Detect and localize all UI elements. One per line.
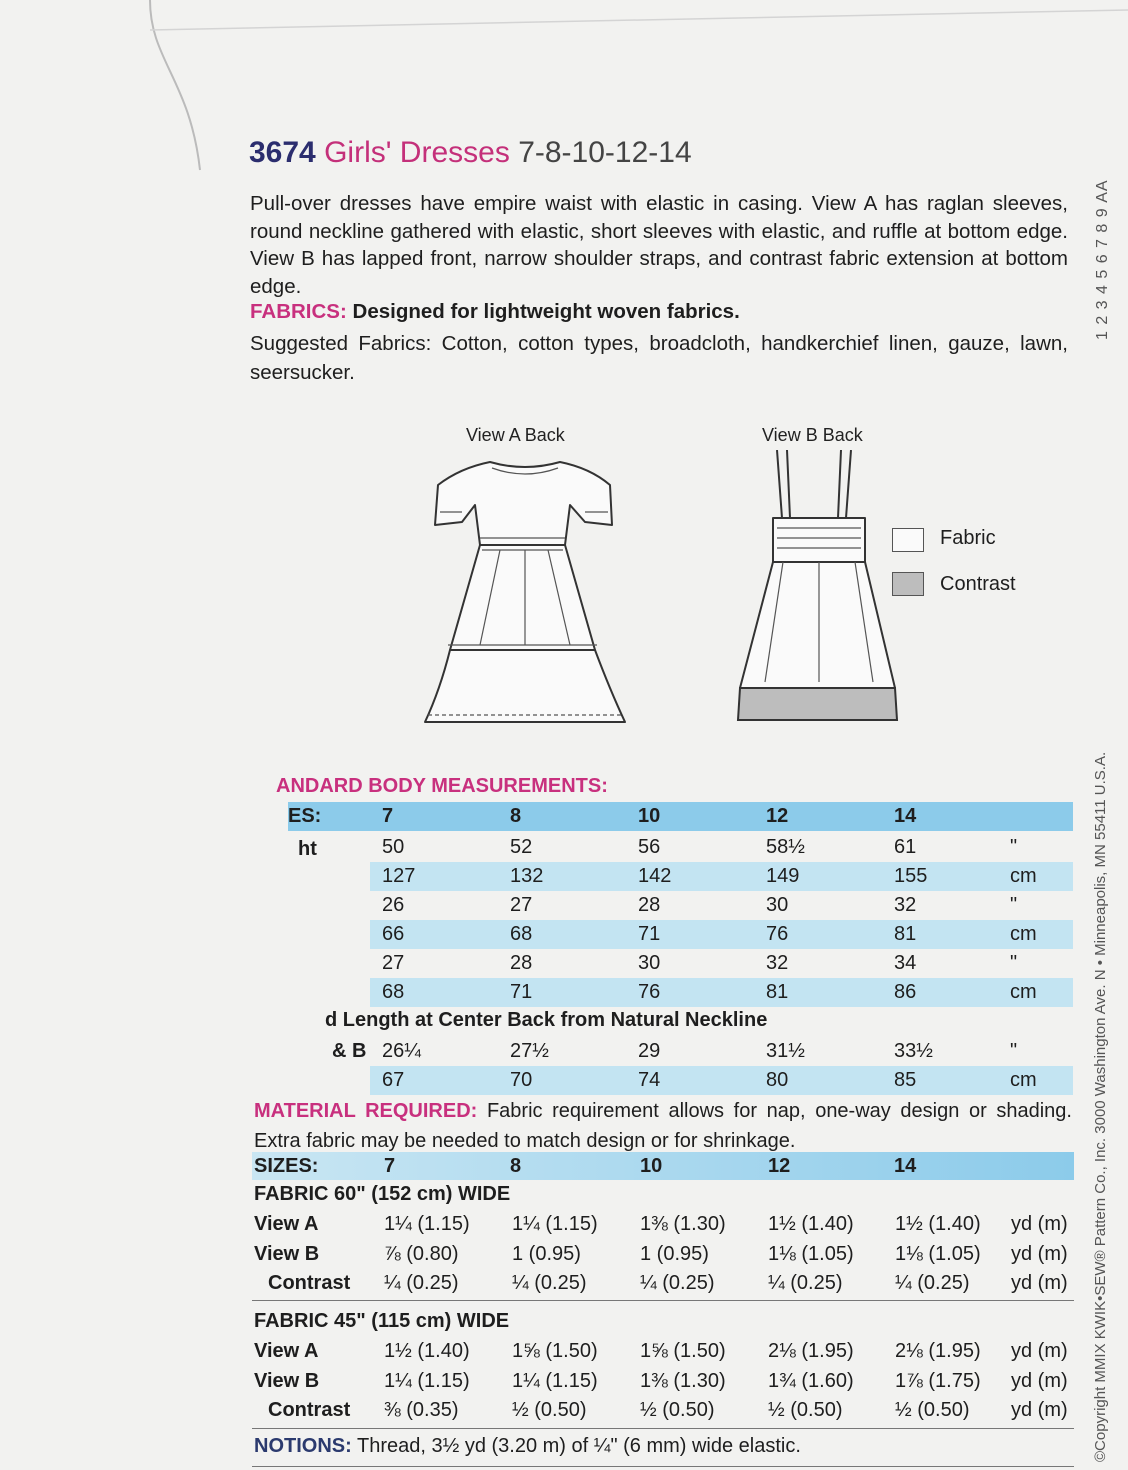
material-sizes-label: SIZES:: [254, 1155, 319, 1177]
fabrics-label: FABRICS:: [250, 300, 347, 323]
view-a-label: View A Back: [466, 425, 565, 445]
body-size-8: 8: [510, 805, 522, 827]
yardage-value: ¼ (0.25): [512, 1272, 587, 1294]
measurement-row: [370, 978, 1073, 1007]
yardage-value: 1⅞ (1.75): [895, 1369, 981, 1392]
yardage-value: ¼ (0.25): [384, 1272, 459, 1294]
measurement-unit: cm: [1010, 865, 1037, 887]
measurement-value: 155: [894, 865, 928, 887]
yardage-unit: yd (m): [1011, 1399, 1068, 1421]
yardage-value: 1½ (1.40): [768, 1213, 854, 1235]
measurement-value: 50: [382, 836, 405, 858]
view-b-label: View B Back: [762, 425, 863, 445]
view-a-back-illustration: [420, 450, 630, 730]
length-value: 70: [510, 1069, 533, 1091]
measurement-unit: ": [1010, 836, 1018, 858]
yardage-value: 2⅛ (1.95): [895, 1340, 981, 1362]
measurement-value: 30: [638, 952, 661, 974]
yardage-unit: yd (m): [1011, 1213, 1068, 1235]
measurement-value: 27: [510, 894, 533, 916]
length-value: 67: [382, 1069, 405, 1091]
yardage-row-label: View A: [254, 1340, 319, 1362]
pattern-title: [249, 136, 692, 170]
pattern-number: 3674: [249, 136, 316, 169]
measurement-value: 86: [894, 981, 917, 1003]
finished-length-view-label: & B: [332, 1040, 367, 1062]
measurement-value: 32: [766, 952, 789, 974]
measurement-value: 71: [638, 923, 661, 945]
measurement-value: 66: [382, 923, 405, 945]
measurement-value: 68: [510, 923, 533, 945]
yardage-value: 1½ (1.40): [895, 1213, 981, 1235]
yardage-value: 1⅜ (1.30): [640, 1213, 726, 1235]
measurement-row: [370, 920, 1073, 949]
fabric-width-title: FABRIC 60" (152 cm) WIDE: [254, 1183, 511, 1205]
notions-label: NOTIONS:: [254, 1435, 352, 1457]
yardage-value: ¼ (0.25): [640, 1272, 715, 1294]
measurement-value: 56: [638, 836, 661, 858]
body-sizes-header-row: [288, 802, 1073, 831]
material-size-12: 12: [768, 1155, 791, 1177]
yardage-row-label: Contrast: [268, 1399, 351, 1421]
yardage-value: 1 (0.95): [640, 1242, 709, 1265]
measurement-value: 28: [510, 952, 533, 974]
measurement-value: 68: [382, 981, 405, 1003]
length-value: 74: [638, 1069, 661, 1091]
body-size-14: 14: [894, 805, 917, 827]
measurement-value: 28: [638, 894, 661, 916]
measurement-value: 71: [510, 981, 533, 1003]
legend-contrast-swatch: [892, 572, 924, 596]
measurement-value: 132: [510, 865, 544, 887]
length-value: 31½: [766, 1040, 805, 1062]
yardage-value: 1 (0.95): [512, 1242, 581, 1265]
divider: [252, 1300, 1074, 1301]
measurement-unit: cm: [1010, 923, 1037, 945]
fabrics-line: [250, 300, 740, 324]
yardage-value: 2⅛ (1.95): [768, 1340, 854, 1362]
finished-length-title: d Length at Center Back from Natural Neckline: [325, 1009, 768, 1031]
yardage-row-label: View B: [254, 1242, 320, 1265]
fabrics-text: Designed for lightweight woven fabrics.: [352, 300, 740, 323]
body-measurements-title: ANDARD BODY MEASUREMENTS:: [276, 775, 608, 797]
yardage-row-label: View A: [254, 1213, 319, 1235]
copyright-text: ©Copyright MMIX KWIK•SEW® Pattern Co., Inc. 3000 Washington Ave. N • Minneapolis, MN 55411 U.S.A.: [1092, 751, 1109, 1462]
yardage-value: ⅜ (0.35): [384, 1399, 459, 1421]
measurement-value: 142: [638, 865, 672, 887]
divider: [252, 1466, 1074, 1467]
yardage-value: 1¼ (1.15): [512, 1213, 598, 1235]
measurement-value: 30: [766, 894, 789, 916]
length-value: 80: [766, 1069, 789, 1091]
yardage-row-label: View B: [254, 1369, 320, 1392]
yardage-value: ½ (0.50): [640, 1399, 715, 1421]
yardage-value: ½ (0.50): [895, 1399, 970, 1421]
yardage-unit: yd (m): [1011, 1369, 1068, 1392]
legend-fabric-label: Fabric: [940, 527, 996, 549]
material-size-14: 14: [894, 1155, 917, 1177]
yardage-value: ¼ (0.25): [768, 1272, 843, 1294]
measurement-value: 81: [894, 923, 917, 945]
material-size-7: 7: [384, 1155, 396, 1177]
length-value: 29: [638, 1040, 661, 1062]
material-sizes-header: [252, 1152, 1074, 1180]
yardage-value: ½ (0.50): [512, 1399, 587, 1421]
yardage-value: 1⅝ (1.50): [640, 1340, 726, 1362]
yardage-value: 1⅛ (1.05): [895, 1242, 981, 1265]
material-size-10: 10: [640, 1155, 663, 1177]
length-value: 85: [894, 1069, 917, 1091]
length-unit: cm: [1010, 1069, 1037, 1091]
suggested-fabrics: Suggested Fabrics: Cotton, cotton types, broadcloth, handkerchief linen, gauze, lawn, seersucker.: [250, 332, 1068, 384]
measurement-unit: ": [1010, 894, 1018, 916]
notions: [254, 1435, 801, 1458]
yardage-value: 1¼ (1.15): [384, 1213, 470, 1235]
yardage-row-label: Contrast: [268, 1272, 351, 1294]
material-size-8: 8: [510, 1155, 522, 1177]
measurement-value: 58½: [766, 836, 805, 858]
body-size-12: 12: [766, 805, 789, 827]
length-unit: ": [1010, 1040, 1018, 1062]
divider: [252, 1428, 1074, 1429]
yardage-value: ⅞ (0.80): [384, 1242, 459, 1265]
measurement-row: [370, 862, 1073, 891]
measurement-value: 76: [766, 923, 789, 945]
measurement-value: 34: [894, 952, 917, 974]
measurement-value: 76: [638, 981, 661, 1003]
height-label: ht: [298, 838, 317, 860]
printing-code: 1 2 3 4 5 6 7 8 9 AA: [1094, 179, 1111, 340]
body-size-10: 10: [638, 805, 661, 827]
measurement-value: 81: [766, 981, 789, 1003]
pattern-size-range: 7-8-10-12-14: [518, 136, 692, 169]
measurement-value: 26: [382, 894, 405, 916]
measurement-value: 127: [382, 865, 416, 887]
length-value: 27½: [510, 1040, 549, 1062]
material-required: [254, 1096, 1072, 1156]
yardage-value: 1⅝ (1.50): [512, 1340, 598, 1362]
measurement-unit: ": [1010, 952, 1018, 974]
pattern-name: Girls' Dresses: [324, 136, 510, 169]
measurement-value: 32: [894, 894, 917, 916]
view-b-back-illustration: [735, 450, 905, 730]
length-value: 33½: [894, 1040, 933, 1062]
yardage-unit: yd (m): [1011, 1340, 1068, 1362]
yardage-unit: yd (m): [1011, 1272, 1068, 1294]
yardage-value: 1⅛ (1.05): [768, 1242, 854, 1265]
material-label: MATERIAL REQUIRED:: [254, 1100, 478, 1122]
measurement-value: 149: [766, 865, 800, 887]
yardage-value: 1⅜ (1.30): [640, 1369, 726, 1392]
length-row: [370, 1066, 1073, 1095]
yardage-value: ¼ (0.25): [895, 1272, 970, 1294]
yardage-unit: yd (m): [1011, 1242, 1068, 1265]
length-value: 26¼: [382, 1040, 421, 1062]
pattern-description: Pull-over dresses have empire waist with elastic in casing. View A has raglan sleeves, round neckline gathered with elastic, short sleeves with elastic, and ruffle at bottom edge. View B has lapped front, narrow shoulder straps, and contrast fabric extension at bottom edge.: [250, 192, 1068, 298]
measurement-row: [370, 949, 1073, 978]
body-sizes-label: ES:: [288, 805, 322, 827]
measurement-value: 27: [382, 952, 405, 974]
length-row: [370, 1037, 1073, 1066]
measurement-unit: cm: [1010, 981, 1037, 1003]
legend-contrast-label: Contrast: [940, 573, 1016, 595]
yardage-value: 1¼ (1.15): [384, 1369, 470, 1392]
yardage-value: 1½ (1.40): [384, 1340, 470, 1362]
measurement-value: 52: [510, 836, 533, 858]
body-size-7: 7: [382, 805, 394, 827]
yardage-value: ½ (0.50): [768, 1399, 843, 1421]
measurement-value: 61: [894, 836, 917, 858]
measurement-row: [370, 833, 1073, 862]
yardage-value: 1¼ (1.15): [512, 1369, 598, 1392]
legend-fabric-swatch: [892, 528, 924, 552]
fabric-width-title: FABRIC 45" (115 cm) WIDE: [254, 1310, 510, 1332]
yardage-value: 1¾ (1.60): [768, 1369, 854, 1392]
notions-text: Thread, 3½ yd (3.20 m) of ¼" (6 mm) wide elastic.: [356, 1435, 801, 1457]
material-text: Fabric requirement allows for nap, one-way design or shading. Extra fabric may be needed to match design or for shrinkage.: [254, 1100, 1072, 1152]
measurement-row: [370, 891, 1073, 920]
